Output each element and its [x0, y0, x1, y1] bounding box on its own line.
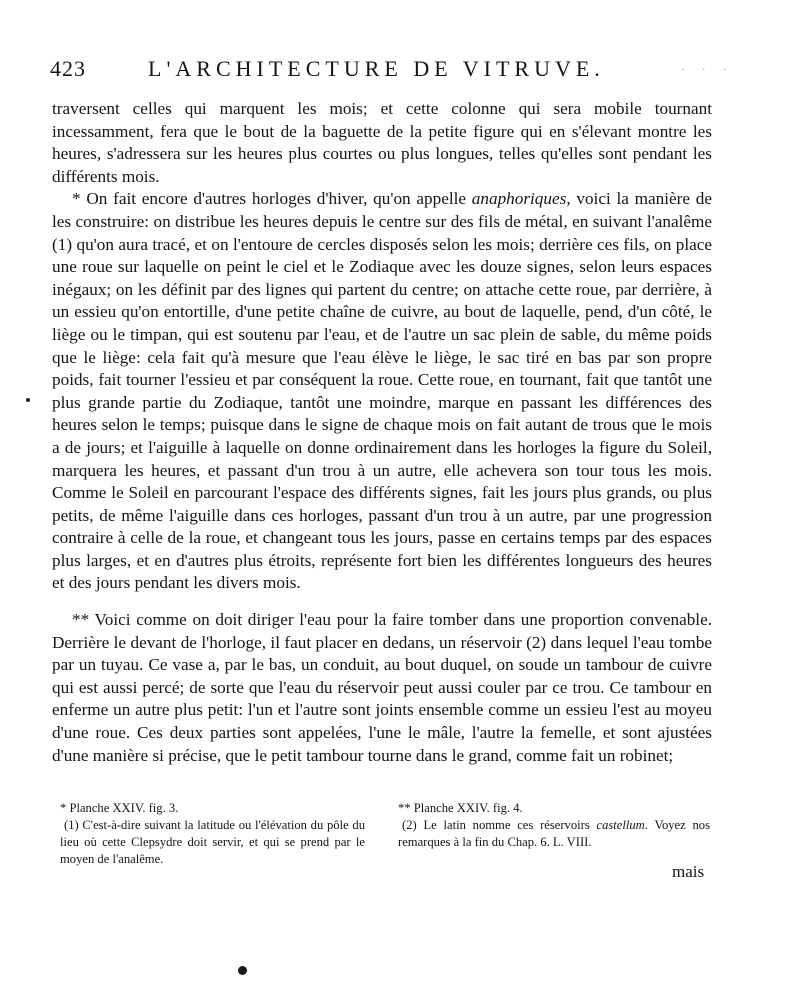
running-title: L'ARCHITECTURE DE VITRUVE. — [148, 56, 605, 81]
paragraph-text-end: , voici la manière de les construire: on distribue les heures depuis le centre sur des fils de métal, en suivant l'analême (1) qu'on aura tracé, et on l'entoure de cercles disposés selon les mois; derrière ces fils, on place une roue sur laquelle on peint le ciel et le Zodiaque avec les douze signes, selon leurs espaces inégaux; on les définit par des lignes qui partent du centre; on attache cette roue, par derrière, à un essieu qu'on entortille, d'une petite chaîne de cuivre, au bout de laquelle, pend, d'un côté, le liège ou le timpan, qui est soutenu par l'eau, et de l'autre un sac plein de sable, du même poids que le liège: cela fait qu'à mesure que l'eau élève le liège, le sac tiré en bas par son propre poids, fait tourner l'essieu et par conséquent la roue. Cette roue, en tournant, fait que tantôt une plus grande partie du Zodiaque, tantôt une moindre, marque en passant les différences des heures selon le temps; puisque dans le signe de chaque mois on fait autant de trous que le mois a de jours; et l'aiguille à laquelle on donne ordinairement dans les horloges la figure du Soleil, marquera les heures, et passant d'un trou à un autre, elle achevera son tour tous les mois. Comme le Soleil en parcourant l'espace des différents signes, fait les jours plus grands, ou plus petits, de même l'aiguille dans ces horloges, passant d'un trou à un autre, par une progression contraire à celle de la roue, et changeant tous les jours, passe en certains temps par des espaces plus larges, et en d'autres plus étroits, représente fort bien les différentes longueurs des heures et des jours pendant les divers mois. — [52, 189, 712, 593]
footnote-plate-reference: * Planche XXIV. fig. 3. — [60, 801, 179, 815]
footnote-2 — [398, 817, 710, 851]
margin-ink-dot — [26, 398, 30, 402]
paragraph-water-direction: ** Voici comme on doit diriger l'eau pour la faire tomber dans une proportion convenable. Derrière le devant de l'horloge, il faut placer en dedans, un réservoir (2) dans lequel l'eau tombe par un tuyau. Ce vase a, par le bas, un conduit, au bout duquel, on soude un tambour de cuivre qui est aussi percé; de sorte que l'eau du réservoir peut aussi couler par ce trou. Ce tambour en enferme un autre plus petit: l'un et l'autre sont joints ensemble comme un essieu l'est au moyeu d'une roue. Ces deux parties sont appelées, l'une le mâle, l'autre la femelle, et sont ajustées d'une manière si précise, que le petit tambour tourne dans le grand, comme fait un robinet; — [52, 610, 712, 765]
italic-term: anaphoriques — [471, 189, 567, 209]
footnote-italic-term: castellum — [596, 818, 645, 832]
footnote-text-end: . Voyez nos remarques à la fin du Chap. 6. L. VIII. — [398, 818, 710, 849]
ink-blot — [238, 966, 247, 975]
page-header — [50, 56, 740, 92]
paragraph-text-start: * On fait encore d'autres horloges d'hiver, qu'on appelle — [72, 189, 472, 209]
paragraph-continued: traversent celles qui marquent les mois; et cette colonne qui sera mobile tournant incessamment, fera que le bout de la baguette de la petite figure qui en s'élevant montre les heures, s'adressera sur les heures plus courtes ou plus longues, telles qu'elles sont pendant les différents mois. — [52, 99, 712, 186]
footnote-left-column — [60, 800, 365, 868]
main-text — [52, 98, 712, 767]
footnote-text-start: (2) Le latin nomme ces réservoirs — [402, 818, 597, 832]
footnote-1: (1) C'est-à-dire suivant la latitude ou l'élévation du pôle du lieu où cette Clepsydre doit servir, et qui se prend par le moyen de l'analême. — [60, 818, 365, 866]
catchword: mais — [672, 862, 705, 881]
page-number: 423 — [50, 56, 86, 81]
print-specks: . . . — [681, 62, 734, 73]
footnote-right-column — [398, 800, 710, 851]
paragraph-anaphoric-clocks — [52, 188, 712, 595]
footnote-plate-reference: ** Planche XXIV. fig. 4. — [398, 801, 523, 815]
